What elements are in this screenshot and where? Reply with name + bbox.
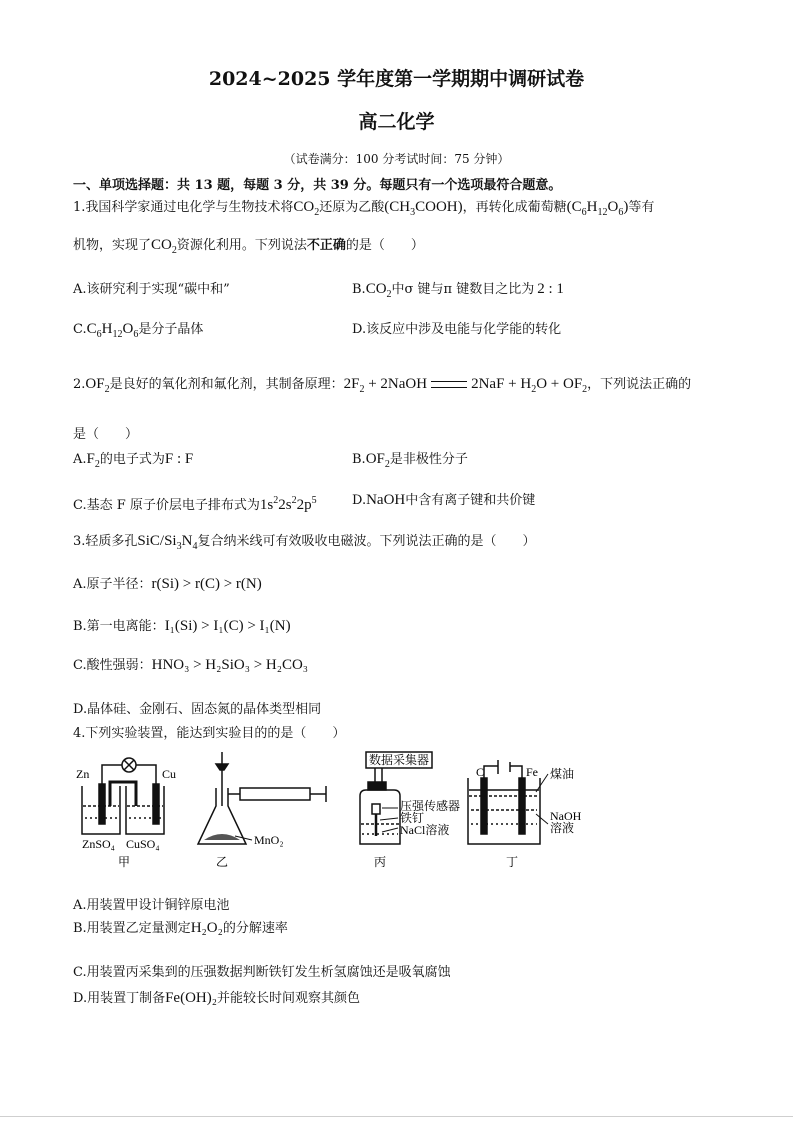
q1-co2: $CO_2$: [293, 199, 320, 218]
experiment-figure: [70, 748, 590, 870]
label-znso4: ZnSO₄: [82, 837, 115, 851]
label-yi: 乙: [216, 855, 229, 869]
q2-option-b: $B.OF_2$是非极性分子: [352, 451, 468, 470]
q1-option-b: $B.CO_2$中σ 键与π 键数目之比为 2 : 1: [352, 281, 564, 300]
q3-option-c: C.酸性强弱：HNO₃ > H₂SiO₃ > H₂CO₃: [73, 657, 309, 673]
label-c: C: [476, 765, 485, 779]
label-nail: 铁钉: [400, 811, 425, 825]
label-nacl: NaCl溶液: [400, 823, 450, 837]
q1-acetic: $(CH_3COOH)$: [384, 199, 463, 218]
exam-title: 2024~2025 学年度第一学期期中调研试卷: [208, 68, 585, 90]
q1-option-d: D.该反应中涉及电能与化学能的转化: [352, 322, 562, 337]
label-sensor: 压强传感器: [400, 799, 461, 813]
exam-note: （试卷满分：100 分考试时间：75 分钟）: [283, 152, 510, 166]
label-cuso4: CuSO₄: [126, 837, 160, 851]
page-bottom-rule: [0, 1116, 793, 1117]
subject-title: 高二化学: [358, 111, 435, 133]
label-fe: Fe: [526, 765, 538, 779]
apparatus-yi: [198, 752, 326, 844]
section-heading: 一、单项选择题：共 13 题，每题 3 分，共 39 分。每题只有一个选项最符合题意。: [73, 178, 562, 193]
apparatus-jia: [82, 758, 164, 834]
q4-option-a: A.用装置甲设计铜锌原电池: [73, 898, 230, 913]
q1-text-b: 还原为乙酸: [319, 200, 385, 215]
q3-option-a: A.原子半径：r(Si) > r(C) > r(N): [73, 576, 262, 592]
label-bing: 丙: [374, 855, 387, 869]
question-2-line-2: 是（ ）: [73, 427, 139, 442]
question-4: 4.下列实验装置，能达到实验目的的是（ ）: [73, 726, 346, 741]
q1-glucose: $(C_6H_{12}O_6)$: [566, 199, 629, 218]
label-jia: 甲: [118, 855, 131, 869]
label-solution: 溶液: [550, 821, 575, 835]
q4-option-c: C.用装置丙采集到的压强数据判断铁钉发生析氢腐蚀还是吸氧腐蚀: [73, 965, 451, 980]
q4-option-d: D.用装置丁制备Fe(OH)₂并能较长时间观察其颜色: [73, 990, 360, 1006]
question-3: 3.轻质多孔SiC/$Si_3N_4$复合纳米线可有效吸收电磁波。下列说法正确的是（ ）: [73, 533, 536, 552]
label-naoh: NaOH: [550, 809, 582, 823]
q2-option-d: D.NaOH中含有离子键和共价键: [352, 492, 536, 508]
q2-option-a: $A.F_2$的电子式为F : F: [73, 451, 194, 470]
q3-option-d: D.晶体硅、金刚石、固态氮的晶体类型相同: [73, 702, 322, 717]
q2-equation: $2F_2$ + 2NaOH $2NaF + H_2O + OF_2$: [343, 376, 588, 395]
label-kerosene: 煤油: [550, 767, 575, 781]
label-collector: 数据采集器: [369, 753, 430, 767]
q1-option-a: A.该研究利于实现“碳中和”: [73, 282, 230, 297]
label-cu: Cu: [162, 767, 177, 781]
label-zn: Zn: [76, 767, 90, 781]
question-2-line-1: $2.OF_2$是良好的氧化剂和氟化剂，其制备原理：$2F_2$ + 2NaOH $2NaF + H_2O + OF_2$，下列说法正确的: [73, 376, 692, 395]
q3-option-b: B.第一电离能：I₁(Si) > I₁(C) > I₁(N): [73, 618, 291, 634]
question-1-line-2: 机物，实现了$CO_2$资源化利用。下列说法不正确的是（ ）: [73, 237, 424, 256]
q1-emphasis: 不正确: [306, 238, 346, 253]
q1-text-d: 等有: [628, 200, 655, 215]
label-ding: 丁: [506, 855, 519, 869]
q1-option-c: $C.C_6H_{12}O_6$是分子晶体: [73, 321, 204, 340]
q1-text-c: ，再转化成葡萄糖: [462, 200, 567, 215]
q1-text: 1.我国科学家通过电化学与生物技术将: [73, 200, 294, 215]
q4-option-b: B.用装置乙定量测定H₂O₂的分解速率: [73, 920, 288, 936]
label-mno2: MnO₂: [254, 833, 284, 847]
question-1-line-1: [73, 199, 654, 221]
q2-option-c: C.基态 F 原子价层电子排布式为$1s^22s^22p^5$: [73, 495, 317, 513]
